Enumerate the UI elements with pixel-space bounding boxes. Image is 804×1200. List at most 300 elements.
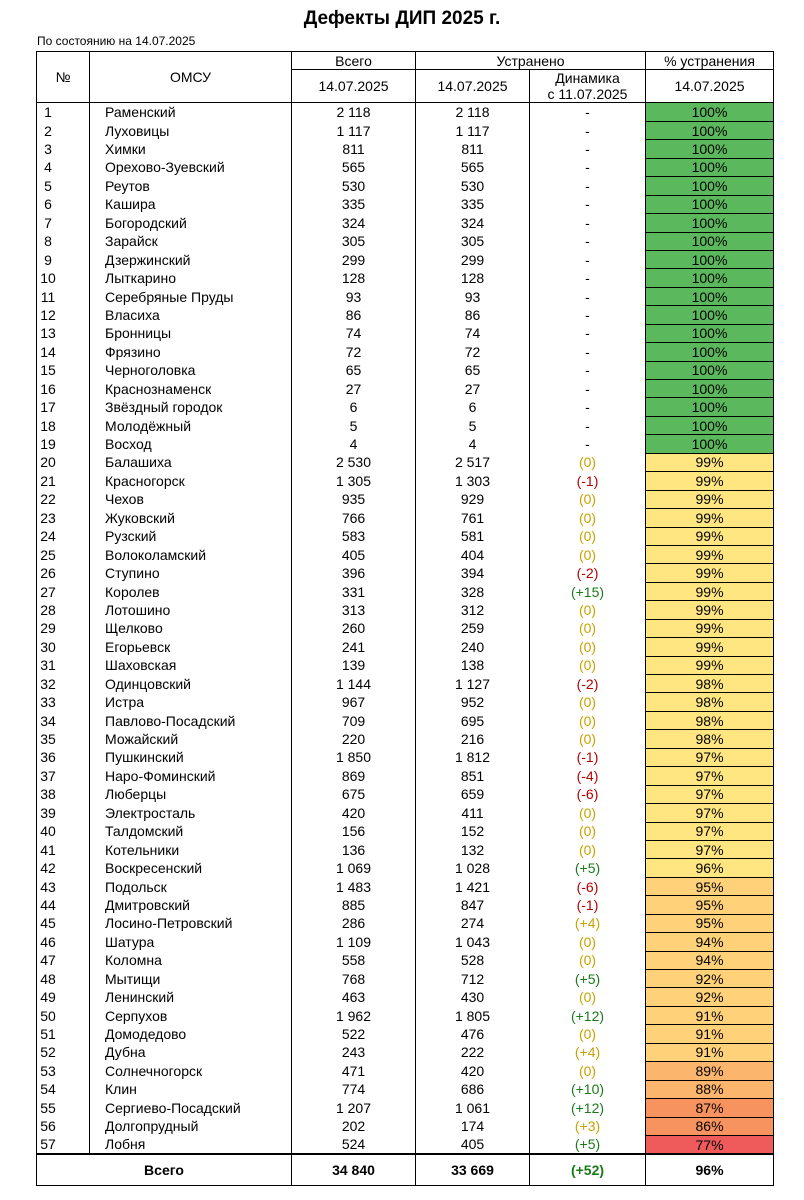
row-total: 313 xyxy=(292,601,416,619)
row-dynamics: (0) xyxy=(530,453,646,471)
row-dynamics: - xyxy=(530,103,646,121)
table-row xyxy=(37,380,774,398)
row-dynamics: - xyxy=(530,158,646,176)
row-num: 26 xyxy=(37,564,90,582)
row-fixed: 335 xyxy=(416,195,530,213)
row-pct: 99% xyxy=(646,564,774,582)
row-num: 56 xyxy=(37,1117,90,1135)
row-pct: 100% xyxy=(646,177,774,195)
row-omsu: Чехов xyxy=(90,490,292,508)
row-dynamics: (+10) xyxy=(530,1080,646,1098)
row-num: 42 xyxy=(37,859,90,877)
row-fixed: 405 xyxy=(416,1135,530,1154)
row-dynamics: (0) xyxy=(530,951,646,969)
row-num: 37 xyxy=(37,767,90,785)
row-pct: 100% xyxy=(646,287,774,305)
row-dynamics: - xyxy=(530,324,646,342)
row-pct: 98% xyxy=(646,675,774,693)
row-num: 49 xyxy=(37,988,90,1006)
row-dynamics: - xyxy=(530,343,646,361)
table-row xyxy=(37,177,774,195)
row-omsu: Солнечногорск xyxy=(90,1062,292,1080)
row-num: 29 xyxy=(37,619,90,637)
table-row xyxy=(37,693,774,711)
row-pct: 100% xyxy=(646,103,774,121)
table-row xyxy=(37,859,774,877)
row-fixed: 93 xyxy=(416,287,530,305)
row-dynamics: (+4) xyxy=(530,914,646,932)
row-dynamics: (0) xyxy=(530,656,646,674)
row-num: 46 xyxy=(37,933,90,951)
row-dynamics: - xyxy=(530,380,646,398)
row-num: 17 xyxy=(37,398,90,416)
row-num: 6 xyxy=(37,195,90,213)
row-total: 583 xyxy=(292,527,416,545)
row-pct: 97% xyxy=(646,840,774,858)
row-total: 128 xyxy=(292,269,416,287)
row-fixed: 86 xyxy=(416,306,530,324)
defects-table xyxy=(36,51,774,1186)
row-omsu: Молодёжный xyxy=(90,416,292,434)
table-row xyxy=(37,1006,774,1024)
table-row xyxy=(37,951,774,969)
row-pct: 100% xyxy=(646,232,774,250)
table-row xyxy=(37,1117,774,1135)
table-row xyxy=(37,1025,774,1043)
row-omsu: Красногорск xyxy=(90,472,292,490)
row-omsu: Можайский xyxy=(90,730,292,748)
row-pct: 94% xyxy=(646,933,774,951)
row-omsu: Пушкинский xyxy=(90,748,292,766)
header-fixed: Устранено xyxy=(416,52,646,70)
row-omsu: Павлово-Посадский xyxy=(90,711,292,729)
row-fixed: 152 xyxy=(416,822,530,840)
row-total: 675 xyxy=(292,785,416,803)
row-dynamics: (0) xyxy=(530,804,646,822)
row-fixed: 6 xyxy=(416,398,530,416)
row-omsu: Электросталь xyxy=(90,804,292,822)
totals-dynamics: (+52) xyxy=(530,1154,646,1186)
row-fixed: 4 xyxy=(416,435,530,453)
row-total: 935 xyxy=(292,490,416,508)
row-total: 2 118 xyxy=(292,103,416,121)
row-num: 13 xyxy=(37,324,90,342)
row-dynamics: (-6) xyxy=(530,877,646,895)
row-pct: 97% xyxy=(646,785,774,803)
row-fixed: 528 xyxy=(416,951,530,969)
row-omsu: Талдомский xyxy=(90,822,292,840)
totals-total: 34 840 xyxy=(292,1154,416,1186)
row-dynamics: - xyxy=(530,398,646,416)
row-dynamics: (0) xyxy=(530,730,646,748)
row-omsu: Бронницы xyxy=(90,324,292,342)
row-num: 52 xyxy=(37,1043,90,1061)
row-pct: 100% xyxy=(646,398,774,416)
table-row xyxy=(37,1043,774,1061)
table-row xyxy=(37,970,774,988)
row-num: 28 xyxy=(37,601,90,619)
row-pct: 87% xyxy=(646,1099,774,1117)
table-row xyxy=(37,158,774,176)
table-row xyxy=(37,638,774,656)
row-num: 27 xyxy=(37,582,90,600)
row-dynamics: (0) xyxy=(530,1062,646,1080)
row-fixed: 430 xyxy=(416,988,530,1006)
table-row xyxy=(37,1135,774,1154)
table-row xyxy=(37,1062,774,1080)
row-pct: 95% xyxy=(646,914,774,932)
row-total: 1 850 xyxy=(292,748,416,766)
table-row xyxy=(37,711,774,729)
row-dynamics: (+3) xyxy=(530,1117,646,1135)
row-fixed: 305 xyxy=(416,232,530,250)
row-pct: 99% xyxy=(646,472,774,490)
row-omsu: Мытищи xyxy=(90,970,292,988)
row-total: 885 xyxy=(292,896,416,914)
row-num: 54 xyxy=(37,1080,90,1098)
row-fixed: 476 xyxy=(416,1025,530,1043)
row-omsu: Наро-Фоминский xyxy=(90,767,292,785)
row-pct: 99% xyxy=(646,490,774,508)
table-row xyxy=(37,877,774,895)
row-fixed: 565 xyxy=(416,158,530,176)
table-row xyxy=(37,527,774,545)
table-row xyxy=(37,933,774,951)
row-num: 32 xyxy=(37,675,90,693)
row-dynamics: (+12) xyxy=(530,1099,646,1117)
row-omsu: Власиха xyxy=(90,306,292,324)
row-dynamics: - xyxy=(530,287,646,305)
row-total: 768 xyxy=(292,970,416,988)
row-dynamics: (0) xyxy=(530,840,646,858)
row-omsu: Фрязино xyxy=(90,343,292,361)
row-pct: 91% xyxy=(646,1043,774,1061)
row-num: 11 xyxy=(37,287,90,305)
row-omsu: Подольск xyxy=(90,877,292,895)
table-row xyxy=(37,453,774,471)
table-row xyxy=(37,250,774,268)
row-fixed: 240 xyxy=(416,638,530,656)
row-pct: 97% xyxy=(646,822,774,840)
row-dynamics: - xyxy=(530,435,646,453)
row-omsu: Ступино xyxy=(90,564,292,582)
row-fixed: 274 xyxy=(416,914,530,932)
row-pct: 99% xyxy=(646,453,774,471)
row-pct: 100% xyxy=(646,214,774,232)
row-omsu: Луховицы xyxy=(90,121,292,139)
header-dynamics: Динамика с 11.07.2025 xyxy=(530,70,646,103)
row-pct: 99% xyxy=(646,582,774,600)
row-dynamics: (0) xyxy=(530,933,646,951)
row-dynamics: (+5) xyxy=(530,1135,646,1154)
row-omsu: Жуковский xyxy=(90,509,292,527)
row-dynamics: - xyxy=(530,250,646,268)
table-row xyxy=(37,914,774,932)
row-dynamics: (+15) xyxy=(530,582,646,600)
row-total: 565 xyxy=(292,158,416,176)
row-fixed: 132 xyxy=(416,840,530,858)
row-num: 24 xyxy=(37,527,90,545)
row-dynamics: (0) xyxy=(530,527,646,545)
row-pct: 100% xyxy=(646,158,774,176)
page-title: Дефекты ДИП 2025 г. xyxy=(303,8,501,29)
row-dynamics: (-6) xyxy=(530,785,646,803)
row-total: 811 xyxy=(292,140,416,158)
row-num: 43 xyxy=(37,877,90,895)
row-pct: 92% xyxy=(646,970,774,988)
row-num: 51 xyxy=(37,1025,90,1043)
table-row xyxy=(37,675,774,693)
row-total: 65 xyxy=(292,361,416,379)
row-omsu: Дубна xyxy=(90,1043,292,1061)
row-num: 14 xyxy=(37,343,90,361)
row-total: 1 144 xyxy=(292,675,416,693)
row-num: 5 xyxy=(37,177,90,195)
table-row xyxy=(37,840,774,858)
row-total: 156 xyxy=(292,822,416,840)
row-omsu: Балашиха xyxy=(90,453,292,471)
row-dynamics: (0) xyxy=(530,822,646,840)
row-omsu: Котельники xyxy=(90,840,292,858)
row-fixed: 581 xyxy=(416,527,530,545)
totals-label: Всего xyxy=(37,1154,292,1186)
row-num: 44 xyxy=(37,896,90,914)
row-fixed: 74 xyxy=(416,324,530,342)
row-pct: 99% xyxy=(646,545,774,563)
table-row xyxy=(37,767,774,785)
table-row xyxy=(37,472,774,490)
row-num: 39 xyxy=(37,804,90,822)
row-num: 45 xyxy=(37,914,90,932)
table-row xyxy=(37,582,774,600)
table-row xyxy=(37,896,774,914)
row-num: 16 xyxy=(37,380,90,398)
row-total: 869 xyxy=(292,767,416,785)
row-total: 1 305 xyxy=(292,472,416,490)
table-row xyxy=(37,545,774,563)
row-omsu: Лосино-Петровский xyxy=(90,914,292,932)
table-row xyxy=(37,656,774,674)
row-fixed: 128 xyxy=(416,269,530,287)
row-num: 50 xyxy=(37,1006,90,1024)
row-num: 1 xyxy=(37,103,90,121)
table-row xyxy=(37,748,774,766)
row-dynamics: (-1) xyxy=(530,472,646,490)
row-pct: 89% xyxy=(646,1062,774,1080)
row-total: 286 xyxy=(292,914,416,932)
table-row xyxy=(37,619,774,637)
row-omsu: Истра xyxy=(90,693,292,711)
row-omsu: Дмитровский xyxy=(90,896,292,914)
table-row xyxy=(37,509,774,527)
row-dynamics: - xyxy=(530,177,646,195)
row-fixed: 222 xyxy=(416,1043,530,1061)
row-num: 25 xyxy=(37,545,90,563)
header-total: Всего xyxy=(292,52,416,70)
table-row xyxy=(37,601,774,619)
row-total: 305 xyxy=(292,232,416,250)
row-fixed: 2 118 xyxy=(416,103,530,121)
row-pct: 77% xyxy=(646,1135,774,1154)
row-omsu: Шатура xyxy=(90,933,292,951)
row-omsu: Богородский xyxy=(90,214,292,232)
row-total: 1 483 xyxy=(292,877,416,895)
totals-fixed: 33 669 xyxy=(416,1154,530,1186)
table-row xyxy=(37,398,774,416)
row-dynamics: (0) xyxy=(530,988,646,1006)
row-pct: 99% xyxy=(646,656,774,674)
row-omsu: Звёздный городок xyxy=(90,398,292,416)
row-pct: 100% xyxy=(646,435,774,453)
row-pct: 100% xyxy=(646,121,774,139)
row-total: 220 xyxy=(292,730,416,748)
row-fixed: 328 xyxy=(416,582,530,600)
row-num: 21 xyxy=(37,472,90,490)
row-pct: 97% xyxy=(646,804,774,822)
row-fixed: 299 xyxy=(416,250,530,268)
row-pct: 100% xyxy=(646,306,774,324)
header-omsu: ОМСУ xyxy=(90,52,292,103)
row-total: 396 xyxy=(292,564,416,582)
row-fixed: 5 xyxy=(416,416,530,434)
table-row xyxy=(37,361,774,379)
row-total: 331 xyxy=(292,582,416,600)
row-fixed: 174 xyxy=(416,1117,530,1135)
table-row xyxy=(37,988,774,1006)
table-row xyxy=(37,269,774,287)
row-total: 1 069 xyxy=(292,859,416,877)
table-row xyxy=(37,121,774,139)
row-pct: 88% xyxy=(646,1080,774,1098)
row-pct: 100% xyxy=(646,324,774,342)
row-total: 299 xyxy=(292,250,416,268)
row-total: 6 xyxy=(292,398,416,416)
row-num: 53 xyxy=(37,1062,90,1080)
row-fixed: 27 xyxy=(416,380,530,398)
row-pct: 91% xyxy=(646,1025,774,1043)
row-fixed: 530 xyxy=(416,177,530,195)
row-fixed: 851 xyxy=(416,767,530,785)
row-pct: 100% xyxy=(646,416,774,434)
row-omsu: Шаховская xyxy=(90,656,292,674)
row-dynamics: (-1) xyxy=(530,748,646,766)
row-omsu: Серпухов xyxy=(90,1006,292,1024)
row-num: 38 xyxy=(37,785,90,803)
row-fixed: 1 028 xyxy=(416,859,530,877)
row-total: 335 xyxy=(292,195,416,213)
row-fixed: 1 805 xyxy=(416,1006,530,1024)
row-num: 18 xyxy=(37,416,90,434)
row-total: 260 xyxy=(292,619,416,637)
row-fixed: 1 043 xyxy=(416,933,530,951)
row-pct: 100% xyxy=(646,361,774,379)
row-pct: 98% xyxy=(646,711,774,729)
row-fixed: 65 xyxy=(416,361,530,379)
row-total: 463 xyxy=(292,988,416,1006)
row-total: 27 xyxy=(292,380,416,398)
row-omsu: Дзержинский xyxy=(90,250,292,268)
row-pct: 96% xyxy=(646,859,774,877)
table-row xyxy=(37,287,774,305)
row-pct: 100% xyxy=(646,140,774,158)
row-omsu: Сергиево-Посадский xyxy=(90,1099,292,1117)
row-total: 405 xyxy=(292,545,416,563)
row-num: 9 xyxy=(37,250,90,268)
row-omsu: Кашира xyxy=(90,195,292,213)
row-omsu: Черноголовка xyxy=(90,361,292,379)
row-omsu: Королев xyxy=(90,582,292,600)
row-total: 709 xyxy=(292,711,416,729)
row-pct: 91% xyxy=(646,1006,774,1024)
row-fixed: 72 xyxy=(416,343,530,361)
table-row xyxy=(37,195,774,213)
row-pct: 99% xyxy=(646,527,774,545)
row-dynamics: (-2) xyxy=(530,564,646,582)
row-num: 55 xyxy=(37,1099,90,1117)
row-dynamics: - xyxy=(530,195,646,213)
row-pct: 98% xyxy=(646,693,774,711)
row-num: 8 xyxy=(37,232,90,250)
row-omsu: Краснознаменск xyxy=(90,380,292,398)
row-total: 74 xyxy=(292,324,416,342)
row-fixed: 952 xyxy=(416,693,530,711)
row-num: 2 xyxy=(37,121,90,139)
table-row xyxy=(37,1080,774,1098)
row-fixed: 1 127 xyxy=(416,675,530,693)
row-dynamics: (0) xyxy=(530,545,646,563)
row-total: 243 xyxy=(292,1043,416,1061)
table-row xyxy=(37,804,774,822)
row-num: 23 xyxy=(37,509,90,527)
row-num: 12 xyxy=(37,306,90,324)
row-dynamics: (+12) xyxy=(530,1006,646,1024)
row-num: 35 xyxy=(37,730,90,748)
table-row xyxy=(37,564,774,582)
row-num: 3 xyxy=(37,140,90,158)
row-fixed: 1 421 xyxy=(416,877,530,895)
row-fixed: 686 xyxy=(416,1080,530,1098)
header-fixed-date: 14.07.2025 xyxy=(416,70,530,103)
row-omsu: Зарайск xyxy=(90,232,292,250)
row-pct: 94% xyxy=(646,951,774,969)
row-total: 1 109 xyxy=(292,933,416,951)
row-fixed: 811 xyxy=(416,140,530,158)
row-total: 241 xyxy=(292,638,416,656)
row-num: 15 xyxy=(37,361,90,379)
row-pct: 100% xyxy=(646,380,774,398)
table-row xyxy=(37,435,774,453)
row-omsu: Восход xyxy=(90,435,292,453)
row-dynamics: - xyxy=(530,232,646,250)
header-num: № xyxy=(37,52,90,103)
table-row xyxy=(37,103,774,121)
row-dynamics: (-4) xyxy=(530,767,646,785)
row-total: 139 xyxy=(292,656,416,674)
table-row xyxy=(37,306,774,324)
row-omsu: Щелково xyxy=(90,619,292,637)
row-dynamics: - xyxy=(530,121,646,139)
row-pct: 97% xyxy=(646,767,774,785)
row-fixed: 411 xyxy=(416,804,530,822)
row-fixed: 259 xyxy=(416,619,530,637)
row-total: 72 xyxy=(292,343,416,361)
row-total: 1 207 xyxy=(292,1099,416,1117)
row-num: 31 xyxy=(37,656,90,674)
row-total: 420 xyxy=(292,804,416,822)
row-fixed: 324 xyxy=(416,214,530,232)
row-omsu: Егорьевск xyxy=(90,638,292,656)
row-pct: 99% xyxy=(646,601,774,619)
